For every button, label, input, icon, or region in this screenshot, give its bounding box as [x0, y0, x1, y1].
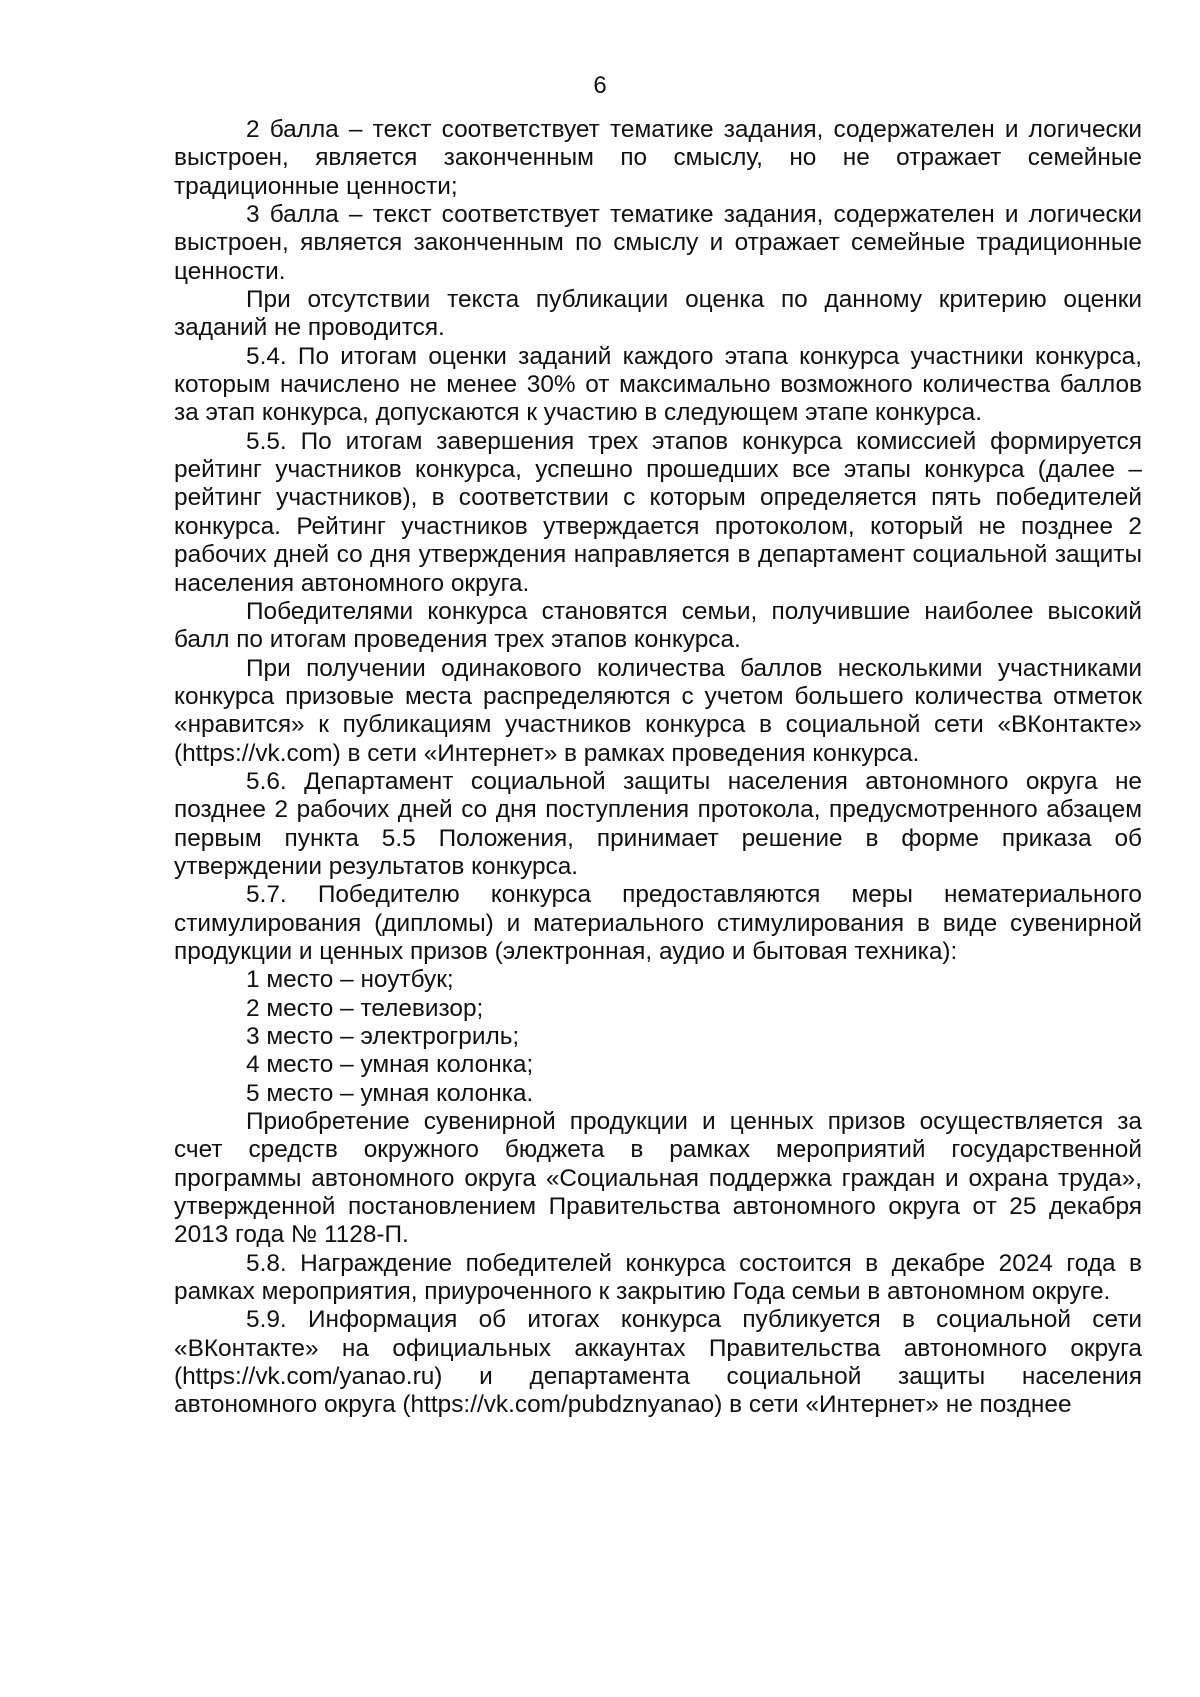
- paragraph-5-4: 5.4. По итогам оценки заданий каждого этапа конкурса участники конкурса, которым начислено не менее 30% от максимально возможного количества баллов за этап конкурса, допускаются к участию в следующем этапе конкурса.: [174, 342, 1142, 427]
- document-body: [174, 116, 1142, 1420]
- prize-item-4: 4 место – умная колонка;: [246, 1051, 534, 1079]
- paragraph-winners: Победителями конкурса становятся семьи, получившие наиболее высокий балл по итогам проведения трех этапов конкурса.: [174, 597, 1142, 654]
- paragraph-5-5: 5.5. По итогам завершения трех этапов конкурса комиссией формируется рейтинг участников конкурса, успешно прошедших все этапы конкурса (далее – рейтинг участников), в соответствии с которым определяется пять победителей конкурса. Рейтинг участников утверждается протоколом, который не позднее 2 рабочих дней со дня утверждения направляется в департамент социальной защиты населения автономного округа.: [174, 427, 1142, 597]
- paragraph-tie-break: При получении одинакового количества баллов несколькими участниками конкурса призовые места распределяются с учетом большего количества отметок «нравится» к публикациям участников конкурса в социальной сети «ВКонтакте» (https://vk.com) в сети «Интернет» в рамках проведения конкурса.: [174, 654, 1142, 767]
- paragraph-5-8: 5.8. Награждение победителей конкурса состоится в декабре 2024 года в рамках мероприятия, приуроченного к закрытию Года семьи в автономном округе.: [174, 1249, 1142, 1306]
- prize-item-1: 1 место – ноутбук;: [246, 966, 454, 994]
- paragraph-no-text: При отсутствии текста публикации оценка по данному критерию оценки заданий не проводится.: [174, 286, 1142, 342]
- paragraph-5-7: 5.7. Победителю конкурса предоставляются меры нематериального стимулирования (дипломы) и материального стимулирования в виде сувенирной продукции и ценных призов (электронная, аудио и бытовая техника):: [174, 881, 1142, 965]
- paragraph-5-6: 5.6. Департамент социальной защиты населения автономного округа не позднее 2 рабочих дней со дня поступления протокола, предусмотренного абзацем первым пункта 5.5 Положения, принимает решение в форме приказа об утверждении результатов конкурса.: [174, 767, 1142, 880]
- paragraph-score-2: 2 балла – текст соответствует тематике задания, содержателен и логически выстроен, является законченным по смыслу, но не отражает семейные традиционные ценности;: [174, 116, 1142, 200]
- paragraph-5-9: 5.9. Информация об итогах конкурса публикуется в социальной сети «ВКонтакте» на официальных аккаунтах Правительства автономного округа (https://vk.com/yanao.ru) и департамента социальной защиты населения автономного округа (https://vk.com/pubdznyanao) в сети «Интернет» не позднее: [174, 1306, 1142, 1419]
- paragraph-score-3: 3 балла – текст соответствует тематике задания, содержателен и логически выстроен, является законченным по смыслу и отражает семейные традиционные ценности.: [174, 201, 1142, 285]
- prize-item-2: 2 место – телевизор;: [246, 994, 484, 1022]
- prize-item-5: 5 место – умная колонка.: [246, 1079, 534, 1107]
- paragraph-funding: Приобретение сувенирной продукции и ценных призов осуществляется за счет средств окружного бюджета в рамках мероприятий государственной программы автономного округа «Социальная поддержка граждан и охрана труда», утвержденной постановлением Правительства автономного округа от 25 декабря 2013 года № 1128-П.: [174, 1108, 1142, 1249]
- prize-item-3: 3 место – электрогриль;: [246, 1023, 520, 1050]
- page-number: 6: [593, 72, 607, 99]
